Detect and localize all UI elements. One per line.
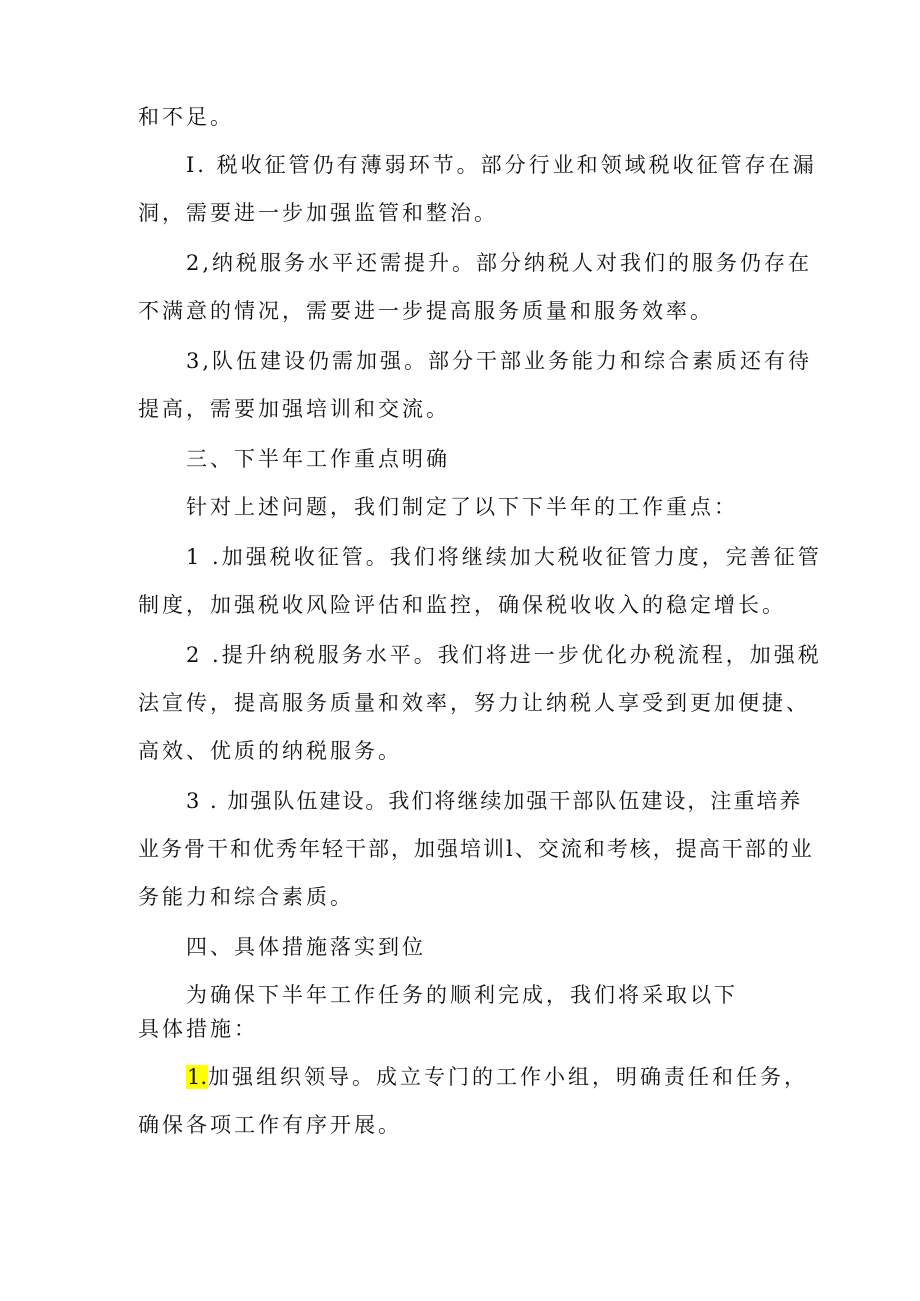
text-line: 3,队伍建设仍需加强。部分干部业务能力和综合素质还有待 — [186, 349, 813, 373]
section-heading: 三、下半年工作重点明确 — [186, 447, 450, 471]
text-line: 法宣传，提高服务质量和效率，努力让纳税人享受到更加便捷、 — [138, 691, 810, 715]
text-line: 务能力和综合素质。 — [138, 885, 354, 909]
text-line: 2,纳税服务水平还需提升。部分纳税人对我们的服务仍存在 — [186, 251, 813, 275]
highlight-marker: 1. — [187, 1065, 208, 1089]
text-line: 确保各项工作有序开展。 — [138, 1113, 402, 1137]
text-line: 制度，加强税收风险评估和监控，确保税收收入的稳定增长。 — [138, 593, 786, 617]
text-line: 2 .提升纳税服务水平。我们将进一步优化办税流程，加强税 — [186, 643, 822, 667]
text-line: 和不足。 — [138, 105, 234, 129]
text-line: 不满意的情况，需要进一步提高服务质量和服务效率。 — [138, 299, 714, 323]
text-line: 1 .加强税收征管。我们将继续加大税收征管力度，完善征管 — [186, 545, 822, 569]
section-heading: 四、具体措施落实到位 — [186, 935, 426, 959]
text-line: 业务骨干和优秀年轻干部，加强培训l、交流和考核，提高干部的业 — [138, 837, 814, 861]
text-line: 为确保下半年工作任务的顺利完成，我们将采取以下 — [186, 983, 738, 1007]
text-line: 3 . 加强队伍建设。我们将继续加强干部队伍建设，注重培养 — [186, 789, 803, 813]
text-line: 针对上述问题，我们制定了以下下半年的工作重点： — [186, 495, 738, 519]
text-line-rest: 加强组织领导。成立专门的工作小组，明确责任和任务， — [208, 1065, 809, 1089]
text-line-highlighted — [186, 1062, 808, 1092]
text-line: 提高，需要加强培训和交流。 — [138, 397, 450, 421]
text-line: 高效、优质的纳税服务。 — [138, 739, 402, 763]
text-line: 具体措施： — [138, 1017, 258, 1041]
text-line: I. 税收征管仍有薄弱环节。部分行业和领域税收征管存在漏 — [186, 153, 817, 177]
text-line: 洞，需要进一步加强监管和整治。 — [138, 201, 498, 225]
